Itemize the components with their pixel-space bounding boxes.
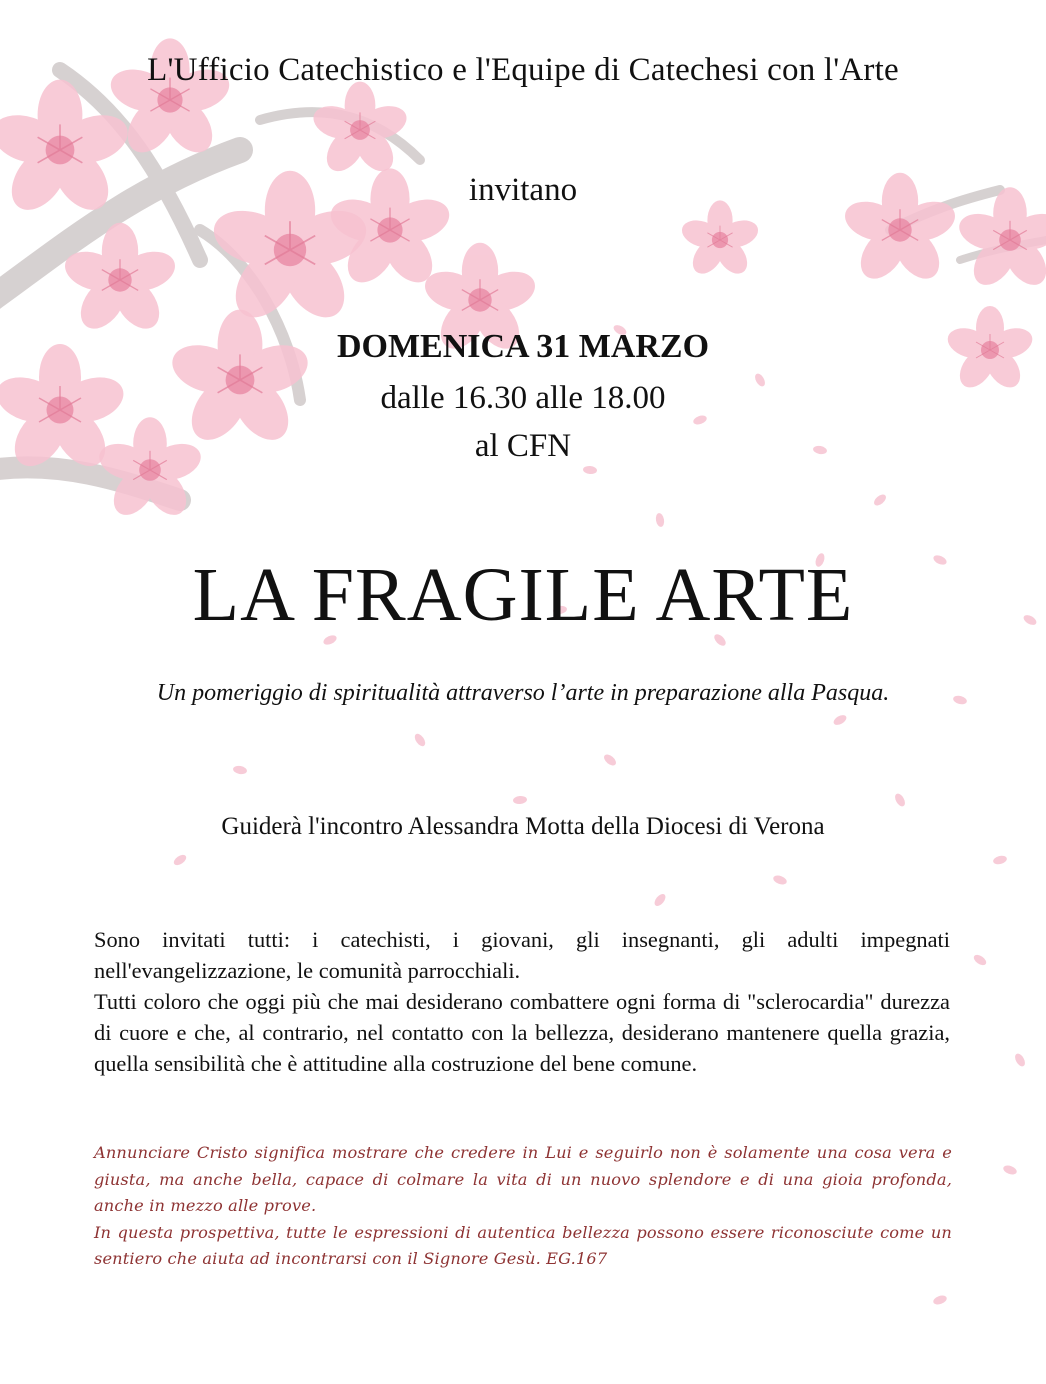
event-time: dalle 16.30 alle 18.00 <box>380 380 666 416</box>
body-paragraph-1: Sono invitati tutti: i catechisti, i giovani, gli insegnanti, gli adulti impegnati nell'evangelizzazione, le comunità parrocchiali. <box>94 927 950 983</box>
guide-line: Guiderà l'incontro Alessandra Motta della Diocesi di Verona <box>221 813 825 840</box>
quote-paragraph-2: In questa prospettiva, tutte le espressioni di autentica bellezza possono essere riconosciute come un sentiero che aiuta ad incontrarsi con il Signore Gesù. EG.167 <box>94 1222 952 1269</box>
event-subtitle: Un pomeriggio di spiritualità attraverso l’arte in preparazione alla Pasqua. <box>156 680 890 706</box>
event-place: al CFN <box>474 428 572 464</box>
body-paragraph-2: Tutti coloro che oggi più che mai desiderano combattere ogni forma di "sclerocardia" durezza di cuore e che, al contrario, nel contatto con la bellezza, desiderano mantenere quella grazia, quella sensibilità che è attitudine alla costruzione del bene comune. <box>94 989 950 1076</box>
scripture-quote <box>94 1140 952 1273</box>
event-title: LA FRAGILE ARTE <box>192 553 854 637</box>
invite-word: invitano <box>468 172 578 208</box>
quote-paragraph-1: Annunciare Cristo significa mostrare che credere in Lui e seguirlo non è solamente una cosa vera e giusta, ma anche bella, capace di colmare la vita di un nuovo splendore e di una gioia profonda, anche in mezzo alle prove. <box>94 1143 952 1216</box>
event-day: DOMENICA 31 MARZO <box>336 328 710 365</box>
organizers-line: L'Ufficio Catechistico e l'Equipe di Catechesi con l'Arte <box>147 52 899 88</box>
invitation-body <box>94 924 950 1079</box>
